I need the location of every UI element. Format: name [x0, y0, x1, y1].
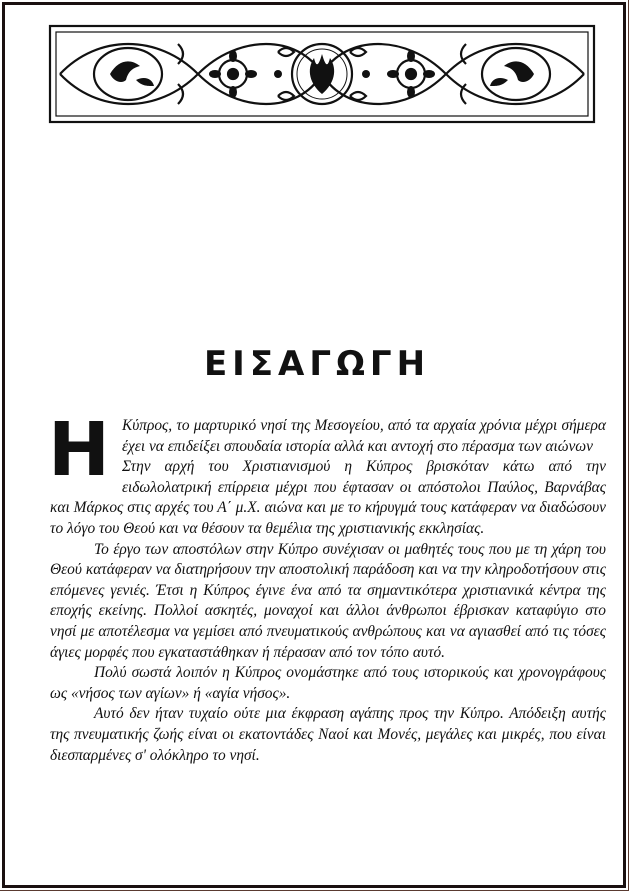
- paragraph-1: Στην αρχή του Χριστιανισμού η Κύπρος βρισκόταν κάτω από την ειδωλολατρική επίρρεια μέχρι που έφτασαν οι απόστολοι Παύλος, Βαρνάβας και Μάρκος στις αρχές του Α΄ μ.Χ. αιώνα και με το κήρυγμά τους κατάφεραν να διαδώσουν το λόγο του Θεού και να θέσουν τα θεμέλια της χριστιανικής εκκλησίας.: [50, 458, 606, 537]
- page-title: ΕΙΣΑΓΩΓΗ: [203, 344, 431, 384]
- paragraph-3: Πολύ σωστά λοιπόν η Κύπρος ονομάστηκε από τους ιστορικούς και χρονογράφους ως «νήσος των αγίων» ή «αγία νήσος».: [50, 664, 606, 702]
- paragraph-intro: Κύπρος, το μαρτυρικό νησί της Μεσογείου, από τα αρχαία χρόνια μέχρι σήμερα έχει να επιδείξει σπουδαία ιστορία αλλά και αντοχή στο πέρασμα των αιώνων: [121, 417, 606, 455]
- ornamental-header-band: [48, 24, 596, 124]
- intro-text: [48, 407, 606, 766]
- paragraph-4: Αυτό δεν ήταν τυχαίο ούτε μια έκφραση αγάπης προς την Κύπρο. Απόδειξη αυτής της πνευματικής ζωής είναι οι εκατοντάδες Ναοί και Μονές, μεγάλες και μικρές, που είναι διεσπαρμένες σ' ολόκληρο το νησί.: [50, 705, 606, 764]
- drop-cap: Η: [48, 407, 110, 493]
- paragraph-2: Το έργο των αποστόλων στην Κύπρο συνέχισαν οι μαθητές τους που με τη χάρη του Θεού κατάφεραν να διατηρήσουν την αποστολική παράδοση και να την κληροδοτήσουν στις επόμενες γενιές. Έτσι η Κύπρος έγινε ένα από τα σημαντικότερα χριστιανικά κέντρα της εποχής εκείνης. Πολλοί ασκητές, μοναχοί και άλλοι άνθρωποι έβρισκαν καταφύγιο στο νησί με αποτέλεσμα να γεμίσει από πνευματικούς ανθρώπους και να αγιασθεί από τις τόσες άγιες μορφές που εγκαταστάθηκαν ή πέρασαν από τον τόπο αυτό.: [50, 540, 606, 661]
